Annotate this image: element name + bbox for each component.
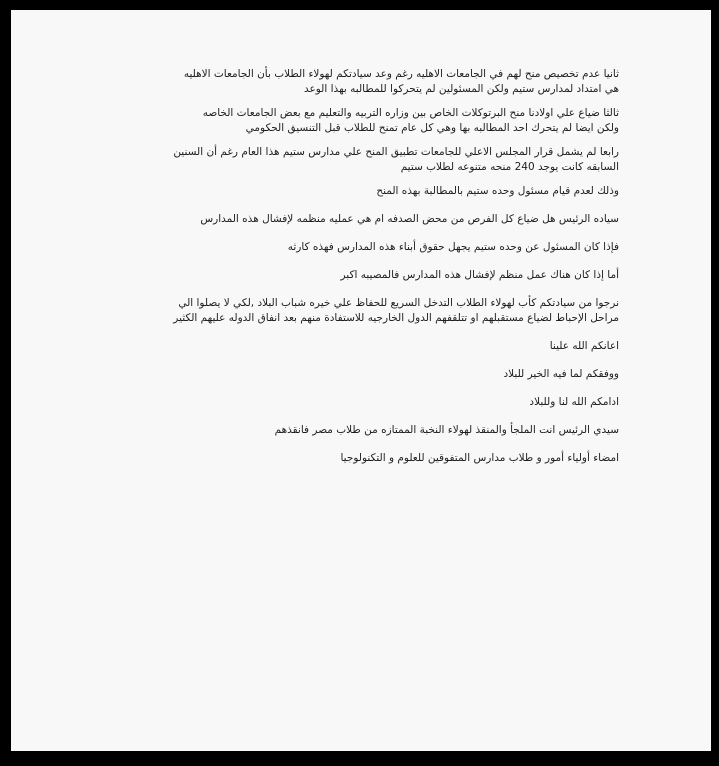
document-page	[11, 10, 711, 751]
text-line: ثانيا عدم تخصيص منح لهم في الجامعات الاهليه رغم وعد سيادتكم لهولاء الطلاب بأن الجامعات الاهليه	[183, 68, 619, 80]
text-line: وذلك لعدم قيام مسئول وحده ستيم بالمطالبة بهذه المنح	[376, 185, 619, 197]
text-line: ثالثا ضياع علي اولادنا منح البرتوكلات الخاص بين وزاره التربيه والتعليم مع بعض الجامعات الخاصه	[202, 107, 619, 119]
letter-body	[119, 67, 619, 466]
signature-line	[119, 451, 619, 466]
paragraph-plea	[119, 296, 619, 326]
text-line: سيدي الرئيس انت الملجأ والمنقذ لهولاء النخبة الممتازه من طلاب مصر فانقذهم	[274, 424, 619, 436]
text-line: أما إذا كان هناك عمل منظم لإفشال هذه المدارس فالمصيبه اكبر	[340, 269, 619, 281]
text-line: ولكن ايضا لم يتحرك احد المطالبه بها وهي كل عام تمنح للطلاب قبل التنسيق الحكومي	[245, 122, 619, 134]
text-line: ادامكم الله لنا وللبلاد	[529, 396, 619, 408]
text-line: فإذا كان المسئول عن وحده ستيم يجهل حقوق أبناء هذه المدارس فهذه كارثه	[287, 241, 619, 253]
paragraph-reason	[119, 184, 619, 199]
text-line: اعانكم الله علينا	[549, 340, 619, 352]
text-line: ووفقكم لما فيه الخير للبلاد	[503, 368, 619, 380]
text-line: مراحل الإحباط لضياع مستقبلهم او تتلقفهم الدول الخارجيه للاستفادة منهم بعد انفاق الدوله عليهم الكثير	[173, 312, 619, 324]
paragraph-if-ignorant	[119, 240, 619, 255]
text-line: السابقه كانت يوجد 240 منحه متنوعه لطلاب ستيم	[400, 161, 619, 173]
paragraph-fourth-point	[119, 145, 619, 175]
paragraph-question	[119, 212, 619, 227]
text-line: نرجوا من سيادتكم كأب لهولاء الطلاب التدخل السريع للحفاظ علي خيره شباب البلاد ,لكي لا يصلوا الي	[178, 297, 619, 309]
text-line: رابعا لم يشمل قرار المجلس الاعلي للجامعات تطبيق المنح علي مدارس ستيم هذا العام رغم أن السنين	[173, 146, 619, 158]
paragraph-prayer-2	[119, 367, 619, 382]
paragraph-third-point	[119, 106, 619, 136]
text-line: سياده الرئيس هل ضياع كل الفرص من محض الصدفه ام هي عمليه منظمه لإفشال هذه المدارس	[200, 213, 619, 225]
text-line: امضاء أولياء أمور و طلاب مدارس المتفوقين للعلوم و التكنولوجيا	[340, 452, 619, 464]
paragraph-if-organized	[119, 268, 619, 283]
paragraph-second-point	[119, 67, 619, 97]
text-line: هي امتداد لمدارس ستيم ولكن المسئولين لم يتحركوا للمطالبه بهذا الوعد	[303, 83, 619, 95]
paragraph-prayer-3	[119, 395, 619, 410]
paragraph-appeal	[119, 423, 619, 438]
paragraph-prayer-1	[119, 339, 619, 354]
